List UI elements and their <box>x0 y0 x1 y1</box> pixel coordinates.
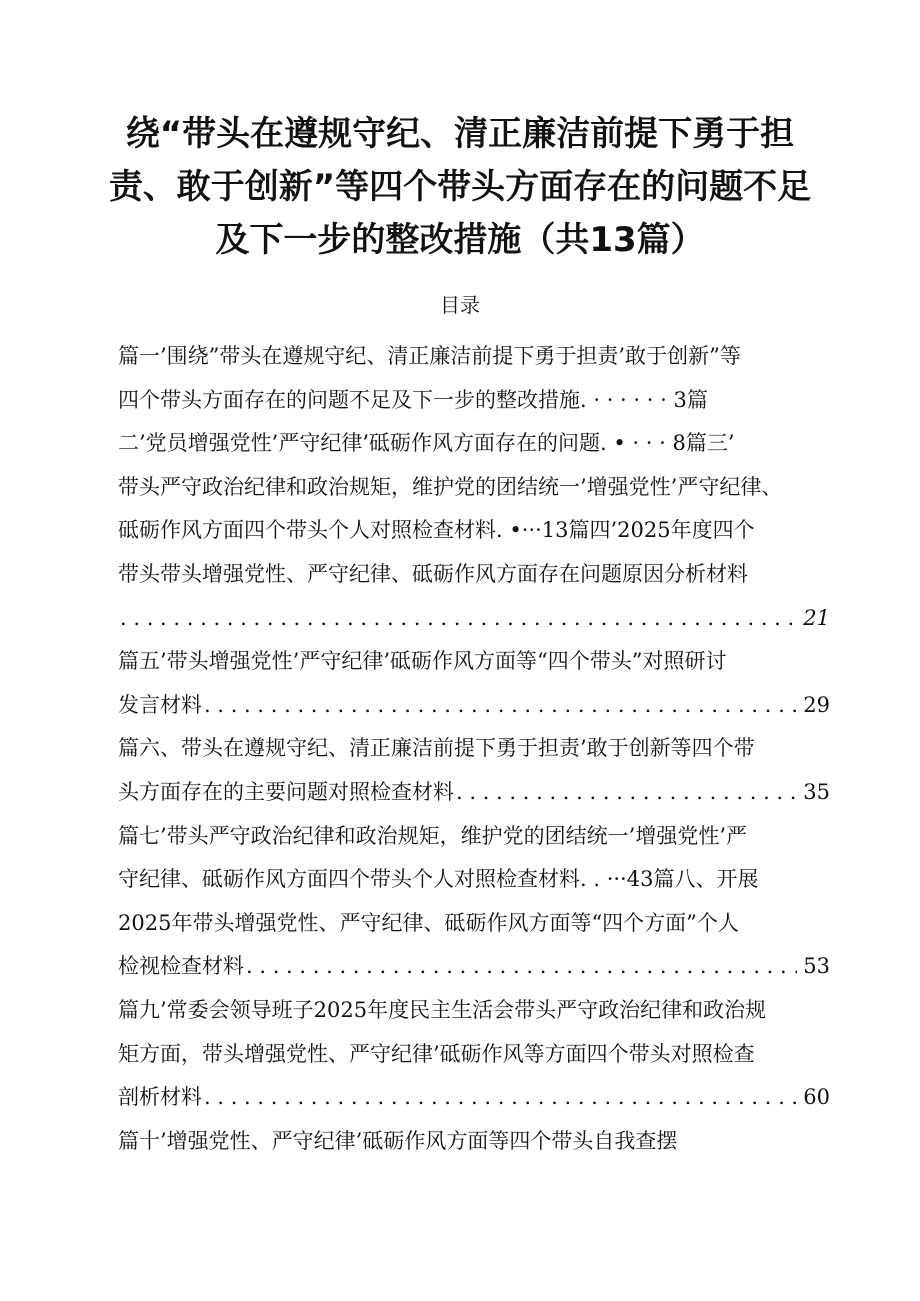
toc-entry-text: 砥砺作风方面四个带头个人对照检查材料. •···13篇四’2025年度四个 <box>118 518 755 543</box>
toc-entry-line <box>118 1033 830 1077</box>
title-line: 绕“带头在遵规守纪、清正廉洁前提下勇于担 <box>125 114 795 154</box>
toc-entry-text: 2025年带头增强党性、严守纪律、砥砺作风方面等“四个方面”个人 <box>118 910 739 935</box>
toc-entry-line <box>118 902 830 946</box>
toc-entry-line <box>118 466 830 510</box>
toc-leader-dots <box>456 771 797 815</box>
toc-entry-line <box>118 553 830 597</box>
toc-entry-line <box>118 858 830 902</box>
toc-entry-line <box>118 684 830 728</box>
toc-entry-text: 四个带头方面存在的问题不足及下一步的整改措施. · · · · · · 3篇 <box>118 387 708 412</box>
toc-leader-dots <box>204 1076 797 1120</box>
toc-entry-text: 发言材料 <box>118 692 202 717</box>
toc-entry-line <box>118 335 830 379</box>
toc-entry-text: 篇七’带头严守政治纪律和政治规矩，维护党的团结统一’增强党性’严 <box>118 823 748 848</box>
toc-entry-text: 矩方面，带头增强党性、严守纪律’砥砺作风等方面四个带头对照检查 <box>118 1041 755 1066</box>
toc-entry-line <box>118 815 830 859</box>
title-line: 及下一步的整改措施（共13篇） <box>215 220 705 260</box>
toc-leader-dots <box>204 684 797 728</box>
toc-page-number: 29 <box>803 692 830 717</box>
table-of-contents <box>118 335 830 1163</box>
toc-entry-text: 篇一’围绕”带头在遵规守纪、清正廉洁前提下勇于担责’敢于创新”等 <box>118 344 741 368</box>
document-title <box>95 108 825 267</box>
toc-entry-text: 篇九’常委会领导班子2025年度民主生活会带头严守政治纪律和政治规 <box>118 997 767 1022</box>
toc-entry-line <box>118 989 830 1033</box>
toc-entry-line <box>118 640 830 684</box>
toc-page-number: 21 <box>803 605 830 630</box>
toc-entry-text: 篇五’带头增强党性’严守纪律’砥砺作风方面等“四个带头”对照研讨 <box>118 649 727 674</box>
toc-entry-text: 检视检查材料 <box>118 954 244 979</box>
toc-entry-line <box>118 1120 830 1164</box>
toc-page-number: 35 <box>803 779 830 804</box>
toc-leader-dots <box>246 945 797 989</box>
toc-entry-line <box>118 509 830 553</box>
toc-heading: 目录 <box>440 293 480 317</box>
toc-page-number: 53 <box>803 954 830 979</box>
toc-entry-line <box>118 1076 830 1120</box>
toc-entry-text: 篇六、带头在遵规守纪、清正廉洁前提下勇于担责’敢于创新等四个带 <box>118 736 755 761</box>
toc-page-number: 60 <box>803 1085 830 1110</box>
toc-entry-text: 剖析材料 <box>118 1085 202 1110</box>
toc-entry-line <box>118 945 830 989</box>
toc-entry-line <box>118 379 830 423</box>
toc-entry-text: 守纪律、砥砺作风方面四个带头个人对照检查材料. . ···43篇八、开展 <box>118 867 759 892</box>
toc-entry-text: 二’党员增强党性’严守纪律’砥砺作风方面存在的问题. • · · · 8篇三’ <box>118 431 735 456</box>
toc-entry-line <box>118 771 830 815</box>
toc-leader-dots <box>120 597 797 641</box>
toc-entry-text: 带头严守政治纪律和政治规矩，维护党的团结统一’增强党性’严守纪律、 <box>118 474 783 499</box>
toc-entry-text: 头方面存在的主要问题对照检查材料 <box>118 779 454 804</box>
toc-entry-text: 篇十’增强党性、严守纪律’砥砺作风方面等四个带头自我查摆 <box>118 1128 678 1153</box>
title-line: 责、敢于创新”等四个带头方面存在的问题不足 <box>108 167 812 207</box>
toc-entry-line <box>118 422 830 466</box>
toc-entry-line <box>118 727 830 771</box>
toc-entry-line <box>118 597 830 641</box>
toc-entry-text: 带头带头增强党性、严守纪律、砥砺作风方面存在问题原因分析材料 <box>118 561 748 586</box>
